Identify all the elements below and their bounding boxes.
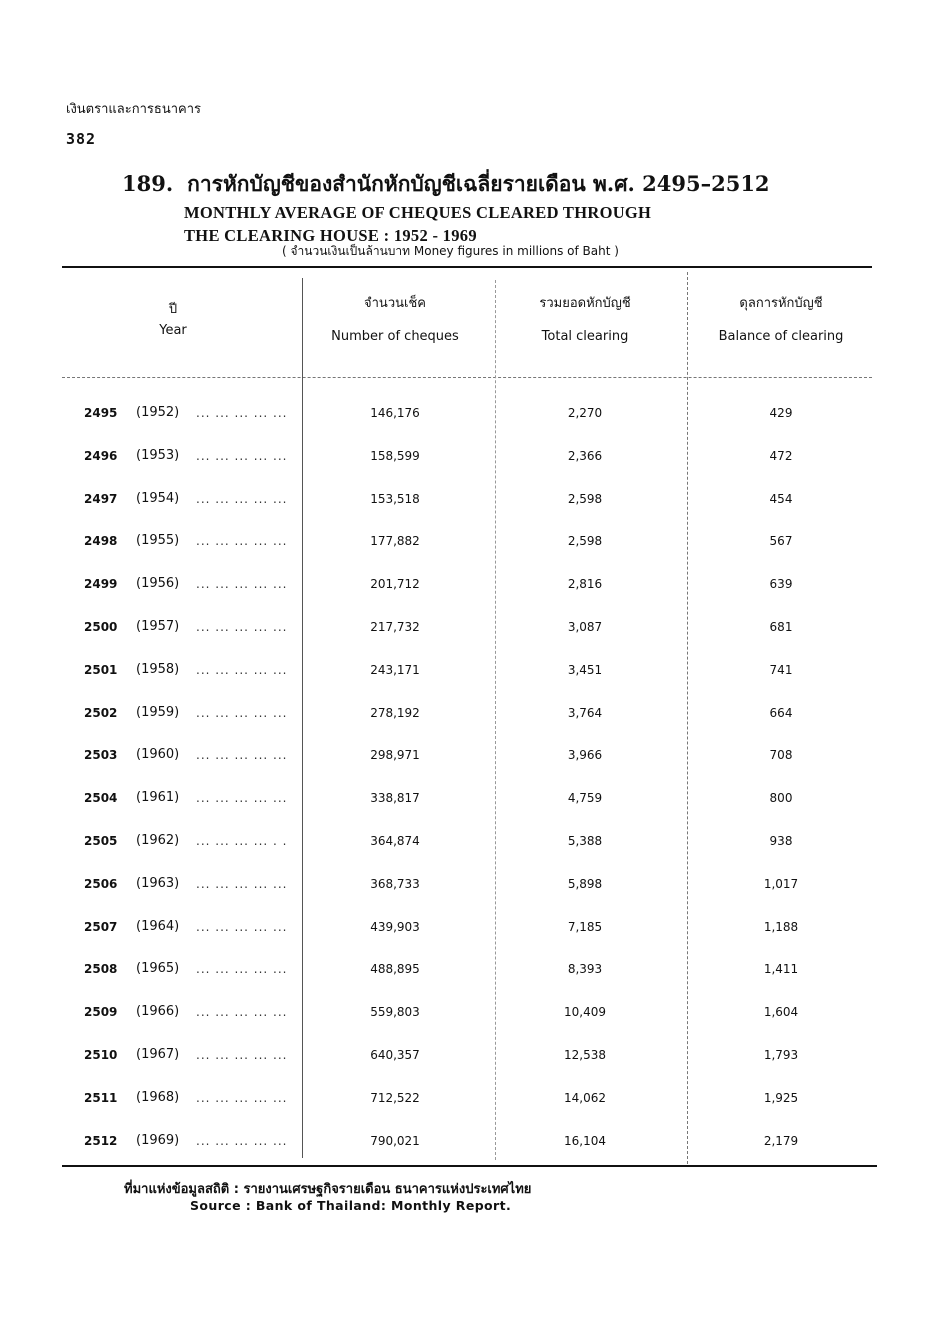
leader-dots: ... ... ... ... ... xyxy=(196,748,288,763)
running-head: เงินตราและการธนาคาร xyxy=(66,102,201,117)
leader-dots: ... ... ... ... ... xyxy=(196,876,288,891)
table-row xyxy=(0,1090,941,1130)
cheques-cell: 243,171 xyxy=(370,662,420,677)
year-be-cell: 2511 xyxy=(84,1090,118,1105)
balance-cell: 681 xyxy=(769,620,793,634)
cheques-cell: 146,176 xyxy=(370,406,420,420)
year-ce-cell: (1957) xyxy=(136,619,180,634)
table-row xyxy=(0,705,941,745)
year-be-cell: 2504 xyxy=(84,791,118,806)
clearing-cell: 7,185 xyxy=(567,919,603,934)
leader-dots: ... ... ... ... . . xyxy=(196,834,288,848)
year-be-cell: 2495 xyxy=(84,406,118,420)
source-english: Source : Bank of Thailand: Monthly Report. xyxy=(190,1198,512,1213)
year-be-cell: 2501 xyxy=(84,662,118,677)
year-ce-cell: (1962) xyxy=(136,833,180,848)
balance-cell: 800 xyxy=(769,791,793,806)
year-be-cell: 2498 xyxy=(84,534,118,549)
cheques-cell: 712,522 xyxy=(370,1090,420,1105)
header-year xyxy=(128,300,218,340)
clearing-cell: 12,538 xyxy=(564,1048,606,1062)
source-thai: ที่มาแห่งข้อมูลสถิติ : รายงานเศรษฐกิจรายเดือน ธนาคารแห่งประเทศไทย xyxy=(124,1182,532,1197)
title-english-line-2: THE CLEARING HOUSE : 1952 - 1969 xyxy=(184,226,477,245)
year-be-cell: 2503 xyxy=(84,748,118,763)
cheques-cell: 790,021 xyxy=(370,1133,420,1148)
table-row xyxy=(0,448,941,488)
balance-cell: 938 xyxy=(769,834,793,848)
clearing-cell: 16,104 xyxy=(564,1133,606,1148)
header-year-thai: ปี xyxy=(168,302,178,317)
balance-cell: 2,179 xyxy=(763,1133,799,1148)
table-row xyxy=(0,961,941,1001)
balance-cell: 472 xyxy=(769,448,793,463)
year-be-cell: 2497 xyxy=(84,491,118,506)
year-ce-cell: (1959) xyxy=(136,704,180,720)
cheques-cell: 368,733 xyxy=(370,876,420,891)
leader-dots: ... ... ... ... ... xyxy=(196,1090,288,1105)
year-ce-cell: (1956) xyxy=(136,576,180,592)
clearing-cell: 3,087 xyxy=(567,620,603,634)
leader-dots: ... ... ... ... ... xyxy=(196,962,288,977)
leader-dots: ... ... ... ... ... xyxy=(196,1048,288,1062)
year-ce-cell: (1965) xyxy=(136,961,180,977)
year-ce-cell: (1963) xyxy=(136,875,180,891)
balance-cell: 429 xyxy=(769,406,793,420)
table-row xyxy=(0,747,941,787)
balance-cell: 664 xyxy=(769,705,793,720)
table-bottom-rule xyxy=(62,1165,877,1167)
header-cheques-english: Number of cheques xyxy=(331,329,459,344)
clearing-cell: 3,451 xyxy=(567,662,603,677)
year-ce-cell: (1969) xyxy=(136,1132,180,1148)
balance-cell: 741 xyxy=(769,662,793,677)
table-row xyxy=(0,662,941,702)
leader-dots: ... ... ... ... ... xyxy=(196,534,288,549)
cheques-cell: 338,817 xyxy=(370,791,420,806)
table-row xyxy=(0,619,941,659)
leader-dots: ... ... ... ... ... xyxy=(196,919,288,934)
leader-dots: ... ... ... ... ... xyxy=(196,1005,288,1020)
year-ce-cell: (1960) xyxy=(136,747,180,763)
header-clearing xyxy=(500,294,670,346)
table-row xyxy=(0,533,941,573)
balance-cell: 708 xyxy=(769,748,793,763)
units-note: ( จำนวนเงินเป็นล้านบาท Money figures in millions of Baht ) xyxy=(282,244,619,258)
table-row xyxy=(0,491,941,531)
cheques-cell: 177,882 xyxy=(370,534,420,549)
leader-dots: ... ... ... ... ... xyxy=(196,577,288,592)
table-top-rule xyxy=(62,266,872,268)
balance-cell: 1,925 xyxy=(763,1090,799,1105)
clearing-cell: 2,366 xyxy=(567,448,603,463)
balance-cell: 567 xyxy=(769,534,793,549)
leader-dots: ... ... ... ... ... xyxy=(196,705,288,720)
header-cheques-thai: จำนวนเช็ค xyxy=(364,296,426,311)
clearing-cell: 4,759 xyxy=(567,791,603,806)
year-be-cell: 2499 xyxy=(84,577,118,592)
year-ce-cell: (1954) xyxy=(136,490,180,506)
balance-cell: 1,017 xyxy=(763,876,799,891)
clearing-cell: 3,966 xyxy=(567,748,603,763)
cheques-cell: 439,903 xyxy=(370,919,420,934)
year-ce-cell: (1961) xyxy=(136,790,180,806)
cheques-cell: 217,732 xyxy=(370,620,420,634)
balance-cell: 1,411 xyxy=(763,962,799,977)
header-rule xyxy=(62,377,872,378)
year-be-cell: 2508 xyxy=(84,962,118,977)
title-thai-line xyxy=(122,168,882,201)
year-be-cell: 2500 xyxy=(84,620,118,634)
year-ce-cell: (1958) xyxy=(136,661,180,677)
year-be-cell: 2505 xyxy=(84,834,118,848)
cheques-cell: 158,599 xyxy=(370,448,420,463)
leader-dots: ... ... ... ... ... xyxy=(196,791,288,806)
clearing-cell: 5,898 xyxy=(567,876,603,891)
cheques-cell: 298,971 xyxy=(370,748,420,763)
leader-dots: ... ... ... ... ... xyxy=(196,448,288,463)
cheques-cell: 559,803 xyxy=(370,1005,420,1020)
leader-dots: ... ... ... ... ... xyxy=(196,406,288,420)
year-ce-cell: (1966) xyxy=(136,1004,180,1020)
clearing-cell: 10,409 xyxy=(564,1005,606,1020)
title-english-line-1: MONTHLY AVERAGE OF CHEQUES CLEARED THROUGH xyxy=(184,203,652,222)
title-thai: การหักบัญชีของสำนักหักบัญชีเฉลี่ยรายเดือน พ.ศ. 2495–2512 xyxy=(187,171,770,196)
cheques-cell: 153,518 xyxy=(370,491,420,506)
clearing-cell: 3,764 xyxy=(567,705,603,720)
year-be-cell: 2507 xyxy=(84,919,118,934)
header-balance xyxy=(696,294,866,346)
year-be-cell: 2502 xyxy=(84,705,118,720)
cheques-cell: 278,192 xyxy=(370,705,420,720)
year-ce-cell: (1967) xyxy=(136,1047,180,1062)
balance-cell: 1,793 xyxy=(763,1048,799,1062)
year-be-cell: 2509 xyxy=(84,1005,118,1020)
cheques-cell: 364,874 xyxy=(370,834,420,848)
cheques-cell: 640,357 xyxy=(370,1048,420,1062)
header-clearing-thai: รวมยอดหักบัญชี xyxy=(539,296,631,311)
year-ce-cell: (1968) xyxy=(136,1089,180,1105)
balance-cell: 1,188 xyxy=(763,919,799,934)
table-title xyxy=(122,168,882,247)
clearing-cell: 5,388 xyxy=(567,834,603,848)
balance-cell: 1,604 xyxy=(763,1005,799,1020)
table-row xyxy=(0,1047,941,1087)
clearing-cell: 8,393 xyxy=(567,962,603,977)
table-row xyxy=(0,919,941,959)
header-year-english: Year xyxy=(159,323,187,338)
table-row xyxy=(0,1004,941,1044)
leader-dots: ... ... ... ... ... xyxy=(196,491,288,506)
cheques-cell: 201,712 xyxy=(370,577,420,592)
header-balance-thai: ดุลการหักบัญชี xyxy=(739,296,823,311)
clearing-cell: 2,270 xyxy=(567,406,603,420)
header-balance-english: Balance of clearing xyxy=(718,329,844,344)
header-cheques xyxy=(310,294,480,346)
year-ce-cell: (1964) xyxy=(136,918,180,934)
cheques-cell: 488,895 xyxy=(370,962,420,977)
year-be-cell: 2496 xyxy=(84,448,118,463)
year-ce-cell: (1952) xyxy=(136,405,180,420)
clearing-cell: 14,062 xyxy=(564,1090,606,1105)
leader-dots: ... ... ... ... ... xyxy=(196,620,288,634)
balance-cell: 454 xyxy=(769,491,793,506)
table-row xyxy=(0,405,941,445)
year-ce-cell: (1955) xyxy=(136,533,180,549)
leader-dots: ... ... ... ... ... xyxy=(196,662,288,677)
table-row xyxy=(0,790,941,830)
table-number: 189. xyxy=(122,171,174,196)
clearing-cell: 2,598 xyxy=(567,534,603,549)
table-row xyxy=(0,833,941,873)
clearing-cell: 2,816 xyxy=(567,577,603,592)
year-ce-cell: (1953) xyxy=(136,447,180,463)
year-be-cell: 2512 xyxy=(84,1133,118,1148)
balance-cell: 639 xyxy=(769,577,793,592)
leader-dots: ... ... ... ... ... xyxy=(196,1133,288,1148)
header-clearing-english: Total clearing xyxy=(541,329,629,344)
year-be-cell: 2510 xyxy=(84,1048,118,1062)
page-number: 382 xyxy=(66,130,97,148)
table-row xyxy=(0,576,941,616)
year-be-cell: 2506 xyxy=(84,876,118,891)
table-row xyxy=(0,876,941,916)
clearing-cell: 2,598 xyxy=(567,491,603,506)
